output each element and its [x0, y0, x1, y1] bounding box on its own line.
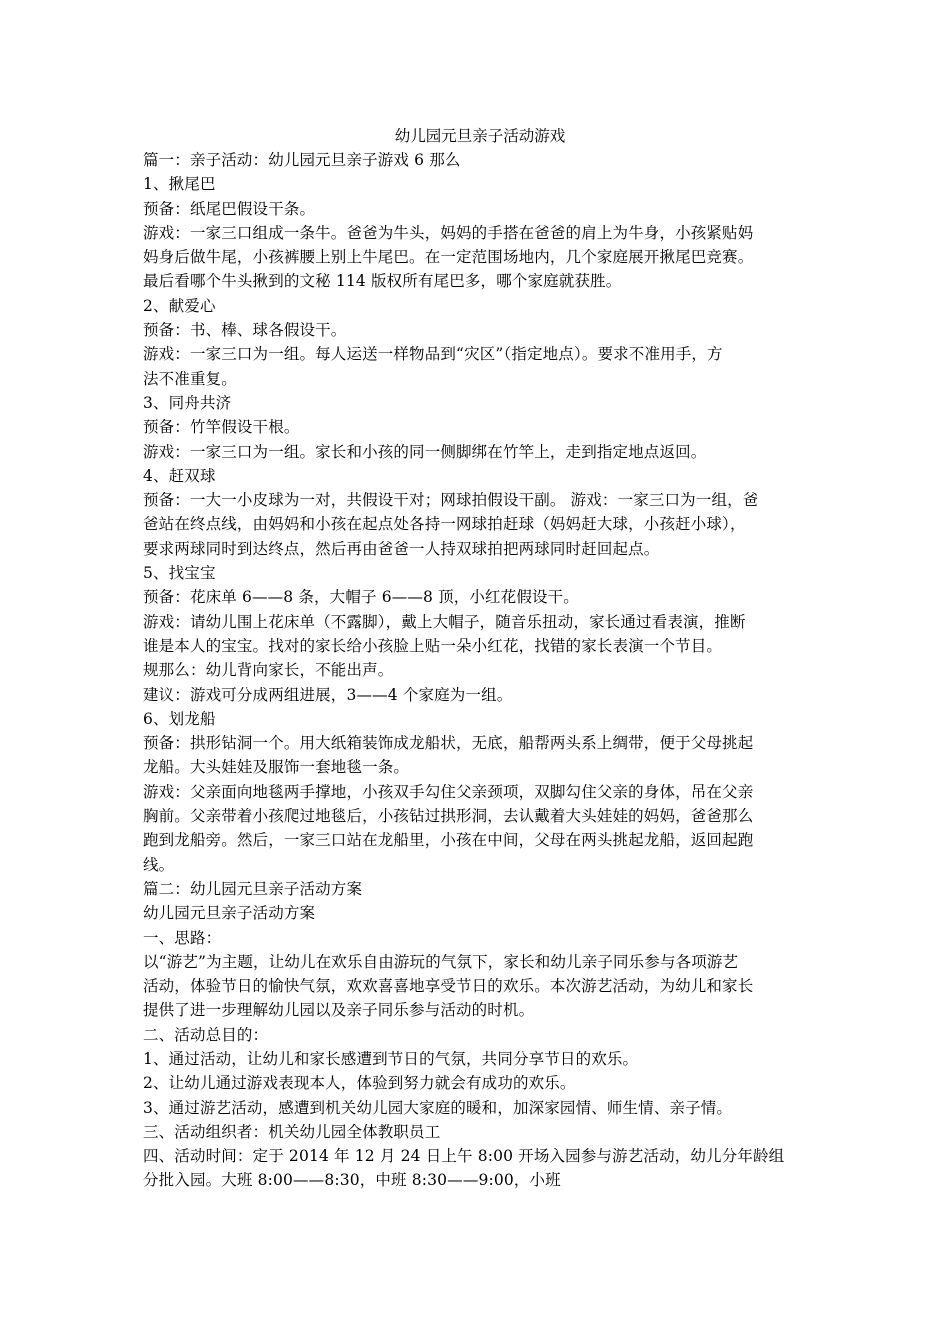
- text-line: 游戏：一家三口为一组。家长和小孩的同一侧脚绑在竹竿上，走到指定地点返回。: [143, 442, 707, 461]
- text-line: 游戏：父亲面向地毯两手撑地，小孩双手勾住父亲颈项，双脚勾住父亲的身体，吊在父亲: [143, 782, 754, 801]
- text-line: 以“游艺”为主题，让幼儿在欢乐自由游玩的气氛下，家长和幼儿亲子同乐参与各项游艺: [143, 952, 739, 971]
- document-title: 幼儿园元旦亲子活动游戏: [394, 127, 566, 145]
- text-line: 预备：花床单 6——8 条，大帽子 6——8 顶，小红花假设干。: [143, 588, 579, 607]
- text-line: 一、思路：: [143, 928, 222, 947]
- text-line: 预备：一大一小皮球为一对，共假设干对；网球拍假设干副。 游戏：一家三口为一组，爸: [143, 491, 759, 510]
- text-line: 法不准重复。: [143, 369, 237, 388]
- document-page: [143, 124, 809, 1193]
- text-line: 2、献爱心: [143, 296, 216, 315]
- text-line: 三、活动组织者：机关幼儿园全体教职员工: [143, 1122, 441, 1141]
- text-line: 游戏：请幼儿围上花床单（不露脚），戴上大帽子，随音乐扭动，家长通过看表演，推断: [143, 612, 746, 631]
- document-body: [143, 148, 809, 1193]
- text-line: 线。: [143, 855, 175, 874]
- text-line: 3、同舟共济: [143, 393, 232, 412]
- text-line: 二、活动总目的：: [143, 1025, 269, 1044]
- text-line: 四、活动时间：定于 2014 年 12 月 24 日上午 8:00 开场入园参与游艺活动，幼儿分年龄组: [143, 1147, 785, 1166]
- text-line: 预备：拱形钻洞一个。用大纸箱装饰成龙船状，无底，船帮两头系上绸带，便于父母挑起: [143, 734, 754, 753]
- text-line: 预备：纸尾巴假设干条。: [143, 199, 316, 218]
- text-line: 谁是本人的宝宝。找对的家长给小孩脸上贴一朵小红花，找错的家长表演一个节目。: [143, 636, 723, 655]
- text-line: 分批入园。大班 8:00——8:30，中班 8:30——9:00，小班: [143, 1171, 561, 1190]
- text-line: 龙船。大头娃娃及服饰一套地毯一条。: [143, 758, 410, 777]
- text-line: 胸前。父亲带着小孩爬过地毯后，小孩钻过拱形洞，去认戴着大头娃娃的妈妈，爸爸那么: [143, 807, 754, 826]
- text-line: 幼儿园元旦亲子活动方案: [143, 904, 316, 923]
- text-line: 1、揪尾巴: [143, 175, 216, 194]
- text-line: 规那么：幼儿背向家长，不能出声。: [143, 661, 394, 680]
- text-line: 活动，体验节日的愉快气氛，欢欢喜喜地享受节日的欢乐。本次游艺活动，为幼儿和家长: [143, 977, 754, 996]
- text-line: 要求两球同时到达终点，然后再由爸爸一人持双球拍把两球同时赶回起点。: [143, 539, 660, 558]
- text-line: 3、通过游艺活动，感遭到机关幼儿园大家庭的暖和，加深家园情、师生情、亲子情。: [143, 1098, 733, 1117]
- text-line: 5、找宝宝: [143, 564, 216, 583]
- text-line: 妈身后做牛尾，小孩裤腰上别上牛尾巴。在一定范围场地内，几个家庭展开揪尾巴竞赛。: [143, 248, 754, 267]
- text-line: 爸站在终点线，由妈妈和小孩在起点处各持一网球拍赶球（妈妈赶大球，小孩赶小球），: [143, 515, 746, 534]
- text-line: 1、通过活动，让幼儿和家长感遭到节日的气氛，共同分享节日的欢乐。: [143, 1049, 639, 1068]
- text-line: 预备：竹竿假设干根。: [143, 418, 300, 437]
- text-line: 4、赶双球: [143, 466, 216, 485]
- text-line: 2、让幼儿通过游戏表现本人，体验到努力就会有成功的欢乐。: [143, 1074, 576, 1093]
- text-line: 游戏：一家三口为一组。每人运送一样物品到“灾区”（指定地点）。要求不准用手，方: [143, 345, 723, 364]
- text-line: 建议：游戏可分成两组进展，3——4 个家庭为一组。: [143, 685, 513, 704]
- text-line: 跑到龙船旁。然后，一家三口站在龙船里，小孩在中间，父母在两头挑起龙船，返回起跑: [143, 831, 754, 850]
- text-line: 篇一：亲子活动：幼儿园元旦亲子游戏 6 那么: [143, 151, 461, 169]
- text-line: 6、划龙船: [143, 709, 216, 728]
- text-line: 篇二：幼儿园元旦亲子活动方案: [143, 879, 363, 898]
- text-line: 游戏：一家三口组成一条牛。爸爸为牛头，妈妈的手搭在爸爸的肩上为牛身，小孩紧贴妈: [143, 223, 754, 242]
- text-line: 预备：书、棒、球各假设干。: [143, 321, 347, 340]
- text-line: 最后看哪个牛头揪到的文秘 114 版权所有尾巴多，哪个家庭就获胜。: [143, 272, 622, 291]
- text-line: 提供了进一步理解幼儿园以及亲子同乐参与活动的时机。: [143, 1001, 535, 1020]
